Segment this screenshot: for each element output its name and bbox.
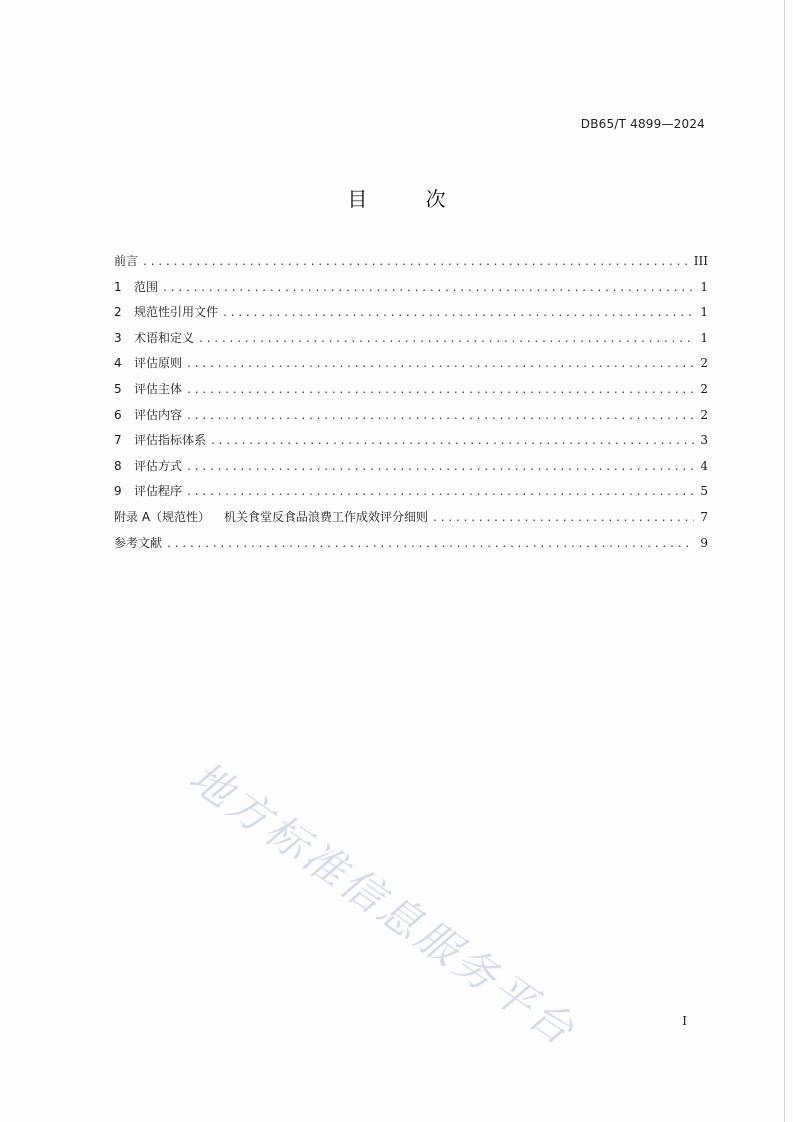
toc-entry-number: 4 (114, 356, 122, 371)
page-number: I (682, 1014, 687, 1028)
toc-entry-page: 1 (700, 279, 708, 294)
toc-leader (186, 411, 694, 422)
toc-entry-9[interactable] (114, 482, 708, 508)
toc-entry-label: 评估程序 (134, 484, 183, 499)
toc-entry-label: 前言 (114, 254, 139, 268)
toc-entry-label: 范围 (134, 279, 159, 294)
toc-entry-label: 评估指标体系 (134, 433, 207, 448)
toc-leader (186, 385, 694, 396)
toc-leader (186, 359, 694, 370)
toc-entry-bibliography[interactable] (114, 534, 708, 560)
toc-entry-number: 9 (114, 484, 122, 499)
toc-leader (210, 436, 694, 447)
toc-leader (142, 257, 688, 268)
watermark-text: 地方标准信息服务平台 (180, 751, 586, 1056)
toc-entry-8[interactable] (114, 457, 708, 483)
toc-entry-label: 参考文献 (114, 535, 163, 550)
toc-entry-number: 3 (114, 330, 122, 345)
toc-entry-4[interactable] (114, 354, 708, 380)
toc-leader (166, 539, 694, 550)
toc-entry-foreword[interactable] (114, 252, 708, 278)
toc-leader (186, 487, 694, 498)
toc-entry-label: 术语和定义 (134, 330, 195, 345)
toc-entry-number: 2 (114, 305, 122, 320)
table-of-contents (114, 252, 708, 559)
toc-leader (186, 462, 694, 473)
toc-entry-page: 9 (700, 535, 708, 550)
toc-entry-page: 2 (700, 356, 708, 371)
toc-entry-label: 评估原则 (134, 356, 183, 371)
toc-leader (222, 308, 694, 319)
toc-entry-label: 评估内容 (134, 407, 183, 422)
toc-entry-label: 评估主体 (134, 381, 183, 396)
toc-entry-2[interactable] (114, 303, 708, 329)
document-code: DB65/T 4899—2024 (580, 117, 705, 131)
toc-entry-appendix-prefix: 附录 A（规范性） (114, 509, 211, 524)
toc-entry-page: 1 (700, 330, 708, 345)
toc-entry-page: 2 (700, 407, 708, 422)
toc-entry-number: 6 (114, 407, 122, 422)
toc-entry-number: 5 (114, 381, 122, 396)
toc-leader (198, 334, 694, 345)
toc-entry-6[interactable] (114, 406, 708, 432)
toc-title: 目 次 (347, 187, 472, 211)
toc-leader (432, 513, 694, 524)
toc-entry-page: 3 (700, 433, 708, 448)
toc-entry-3[interactable] (114, 329, 708, 355)
toc-entry-appendix-a[interactable] (114, 508, 708, 534)
scan-edge-line (784, 0, 785, 1122)
toc-entry-label: 评估方式 (134, 458, 183, 473)
toc-entry-5[interactable] (114, 380, 708, 406)
toc-entry-page: 5 (700, 484, 708, 499)
toc-entry-page: III (693, 254, 708, 268)
toc-entry-label: 规范性引用文件 (134, 305, 219, 320)
toc-entry-number: 7 (114, 433, 122, 448)
toc-entry-number: 8 (114, 458, 122, 473)
toc-entry-page: 4 (700, 458, 708, 473)
toc-entry-page: 7 (700, 509, 708, 524)
toc-entry-page: 2 (700, 381, 708, 396)
toc-entry-1[interactable] (114, 278, 708, 304)
toc-entry-7[interactable] (114, 431, 708, 457)
toc-leader (162, 283, 694, 294)
toc-entry-number: 1 (114, 279, 122, 294)
toc-entry-label: 机关食堂反食品浪费工作成效评分细则 (224, 509, 429, 524)
toc-entry-page: 1 (700, 305, 708, 320)
